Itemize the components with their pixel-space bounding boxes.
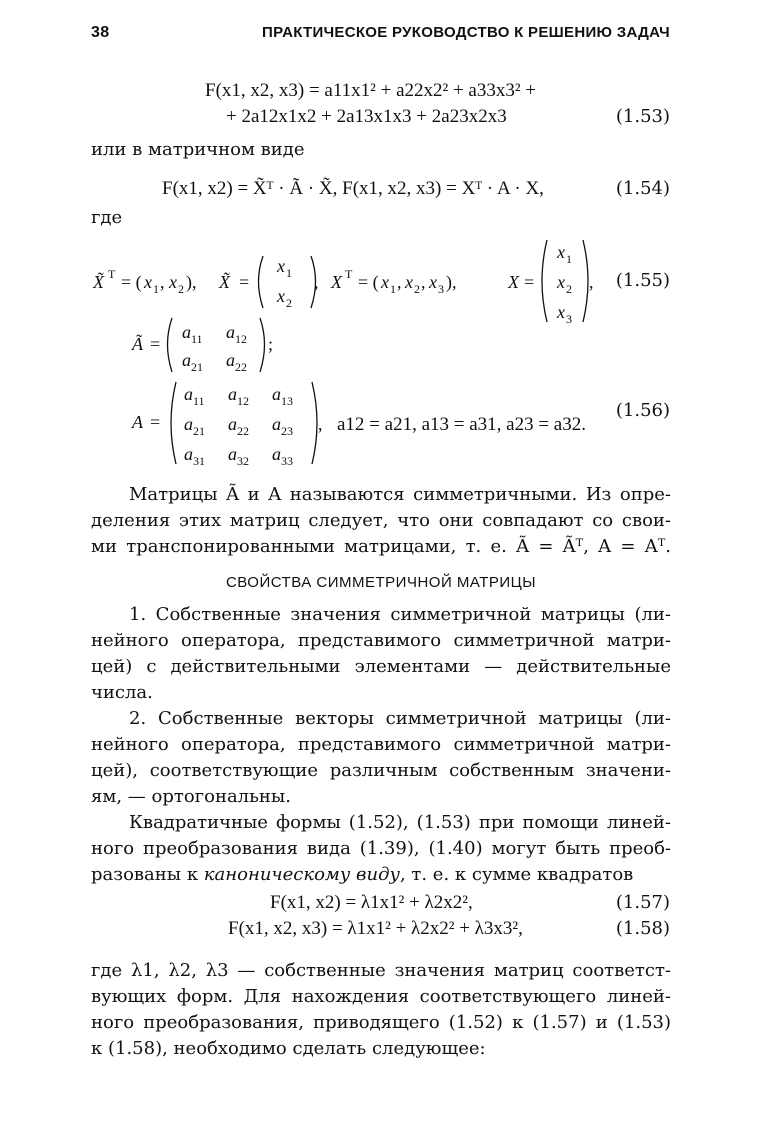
- svg-text:2: 2: [414, 282, 420, 296]
- svg-text:x: x: [169, 272, 177, 292]
- svg-text:21: 21: [191, 360, 203, 374]
- equation-number-1-57: (1.57): [615, 892, 670, 913]
- svg-text:X̃: X̃: [219, 272, 230, 292]
- quadratic-line2: ного преобразования вида (1.39), (1.40) могут быть преоб-: [91, 838, 671, 859]
- equation-number-1-56: (1.56): [615, 400, 670, 421]
- equation-number-1-53: (1.53): [615, 106, 670, 127]
- property-2-line1: 2. Собственные векторы симметричной матрицы (ли-: [129, 708, 671, 729]
- final-line1: где λ1, λ2, λ3 — собственные значения матриц соответст-: [91, 960, 671, 981]
- svg-text:x: x: [277, 286, 285, 306]
- text-where: где: [91, 207, 123, 228]
- svg-text:21: 21: [193, 424, 205, 438]
- svg-text:2: 2: [286, 296, 292, 310]
- quadratic-line3-end: , т. е. к сумме квадратов: [399, 864, 634, 885]
- svg-text:1: 1: [153, 282, 159, 296]
- svg-text:x: x: [557, 242, 565, 262]
- svg-text:a: a: [272, 414, 281, 434]
- svg-text:1: 1: [286, 266, 292, 280]
- svg-text:x: x: [557, 302, 565, 322]
- svg-text:X̃: X̃: [93, 272, 104, 292]
- svg-text:1: 1: [566, 252, 572, 266]
- svg-text:a: a: [184, 384, 193, 404]
- text-matrix-form: или в матричном виде: [91, 139, 305, 160]
- final-line2: вующих форм. Для нахождения соответствующего линей-: [91, 986, 671, 1007]
- svg-text:a: a: [226, 322, 235, 342]
- svg-text:a: a: [228, 444, 237, 464]
- final-line4: к (1.58), необходимо сделать следующее:: [91, 1038, 486, 1059]
- matrix-a-tilde: [130, 314, 330, 376]
- svg-text:X: X: [331, 272, 342, 292]
- svg-text:12: 12: [237, 394, 249, 408]
- svg-text:x: x: [405, 272, 413, 292]
- svg-text:11: 11: [191, 332, 203, 346]
- svg-text:=: =: [150, 412, 161, 432]
- svg-text:33: 33: [281, 454, 293, 468]
- svg-text:1: 1: [390, 282, 396, 296]
- svg-text:;: ;: [268, 334, 274, 354]
- svg-text:a: a: [182, 350, 191, 370]
- svg-text:2: 2: [566, 282, 572, 296]
- svg-text:a: a: [226, 350, 235, 370]
- svg-text:31: 31: [193, 454, 205, 468]
- canonical-form-emphasis: каноническому виду: [203, 864, 400, 885]
- svg-text:23: 23: [281, 424, 293, 438]
- svg-text:a: a: [228, 384, 237, 404]
- page-number: 38: [91, 24, 110, 41]
- equation-1-55: [91, 236, 631, 326]
- svg-text:X: X: [508, 272, 519, 292]
- equation-number-1-58: (1.58): [615, 918, 670, 939]
- section-title: СВОЙСТВА СИММЕТРИЧНОЙ МАТРИЦЫ: [225, 574, 537, 591]
- svg-text:a: a: [272, 444, 281, 464]
- svg-text:a: a: [182, 322, 191, 342]
- quadratic-line3: [91, 862, 671, 888]
- quadratic-line1: Квадратичные формы (1.52), (1.53) при помощи линей-: [129, 812, 671, 833]
- svg-text:a: a: [184, 414, 193, 434]
- svg-text:),: ),: [186, 272, 197, 292]
- equation-1-56-relations: a12 = a21, a13 = a31, a23 = a32.: [337, 414, 586, 435]
- paragraph-symmetric-line2: деления этих матриц следует, что они совпадают со свои-: [91, 510, 671, 531]
- svg-text:2: 2: [178, 282, 184, 296]
- final-line3: ного преобразования, приводящего (1.52) к (1.57) и (1.53): [91, 1012, 671, 1033]
- svg-text:,: ,: [397, 272, 402, 292]
- equation-number-1-54: (1.54): [615, 178, 670, 199]
- svg-text:,: ,: [421, 272, 426, 292]
- paragraph-symmetric-line3: ми транспонированными матрицами, т. е. Ã = Ãᵀ, A = Aᵀ.: [91, 536, 671, 557]
- svg-text:x: x: [381, 272, 389, 292]
- svg-text:22: 22: [237, 424, 249, 438]
- svg-text:12: 12: [235, 332, 247, 346]
- svg-text:T: T: [108, 267, 116, 281]
- svg-text:32: 32: [237, 454, 249, 468]
- svg-text:x: x: [277, 256, 285, 276]
- equation-1-54: F(x1, x2) = X̃ᵀ · Ã · X̃, F(x1, x2, x3) = Xᵀ · A · X,: [162, 178, 544, 199]
- svg-text:a: a: [272, 384, 281, 404]
- svg-text:13: 13: [281, 394, 293, 408]
- svg-text:Ã: Ã: [132, 334, 143, 354]
- svg-text:=: =: [524, 272, 535, 292]
- svg-text:= (: = (: [358, 272, 379, 292]
- svg-text:3: 3: [566, 312, 572, 326]
- svg-text:11: 11: [193, 394, 205, 408]
- svg-text:),: ),: [446, 272, 457, 292]
- svg-text:x: x: [429, 272, 437, 292]
- quadratic-line3-start: разованы к: [91, 864, 204, 885]
- equation-1-53-line1: F(x1, x2, x3) = a11x1² + a22x2² + a33x3² +: [205, 80, 537, 101]
- equation-number-1-55: (1.55): [615, 270, 670, 291]
- property-2-line2: нейного оператора, представимого симметричной матри-: [91, 734, 671, 755]
- running-title: ПРАКТИЧЕСКОЕ РУКОВОДСТВО К РЕШЕНИЮ ЗАДАЧ: [262, 24, 670, 41]
- svg-text:,: ,: [318, 414, 323, 434]
- equation-1-57: F(x1, x2) = λ1x1² + λ2x2²,: [270, 892, 473, 913]
- svg-text:,: ,: [589, 272, 594, 292]
- svg-text:T: T: [345, 267, 353, 281]
- svg-text:=: =: [239, 272, 250, 292]
- svg-text:a: a: [228, 414, 237, 434]
- svg-text:3: 3: [438, 282, 444, 296]
- svg-text:a: a: [184, 444, 193, 464]
- property-1-line1: 1. Собственные значения симметричной матрицы (ли-: [129, 604, 671, 625]
- property-2-line3: цей), соответствующие различным собственным значени-: [91, 760, 671, 781]
- svg-text:,: ,: [314, 272, 319, 292]
- svg-text:A: A: [132, 412, 143, 432]
- property-1-line4: числа.: [91, 682, 153, 703]
- property-2-line4: ям, — ортогональны.: [91, 786, 291, 807]
- svg-text:,: ,: [160, 272, 165, 292]
- equation-1-53-line2: + 2a12x1x2 + 2a13x1x3 + 2a23x2x3: [226, 106, 507, 127]
- svg-text:= (: = (: [121, 272, 142, 292]
- svg-text:x: x: [144, 272, 152, 292]
- paragraph-symmetric-line1: Матрицы Ã и A называются симметричными. Из опре-: [129, 484, 671, 505]
- property-1-line3: цей) с действительными элементами — действительные: [91, 656, 671, 677]
- property-1-line2: нейного оператора, представимого симметричной матри-: [91, 630, 671, 651]
- svg-text:22: 22: [235, 360, 247, 374]
- svg-text:x: x: [557, 272, 565, 292]
- equation-1-58: F(x1, x2, x3) = λ1x1² + λ2x2² + λ3x3²,: [228, 918, 523, 939]
- svg-text:=: =: [150, 334, 161, 354]
